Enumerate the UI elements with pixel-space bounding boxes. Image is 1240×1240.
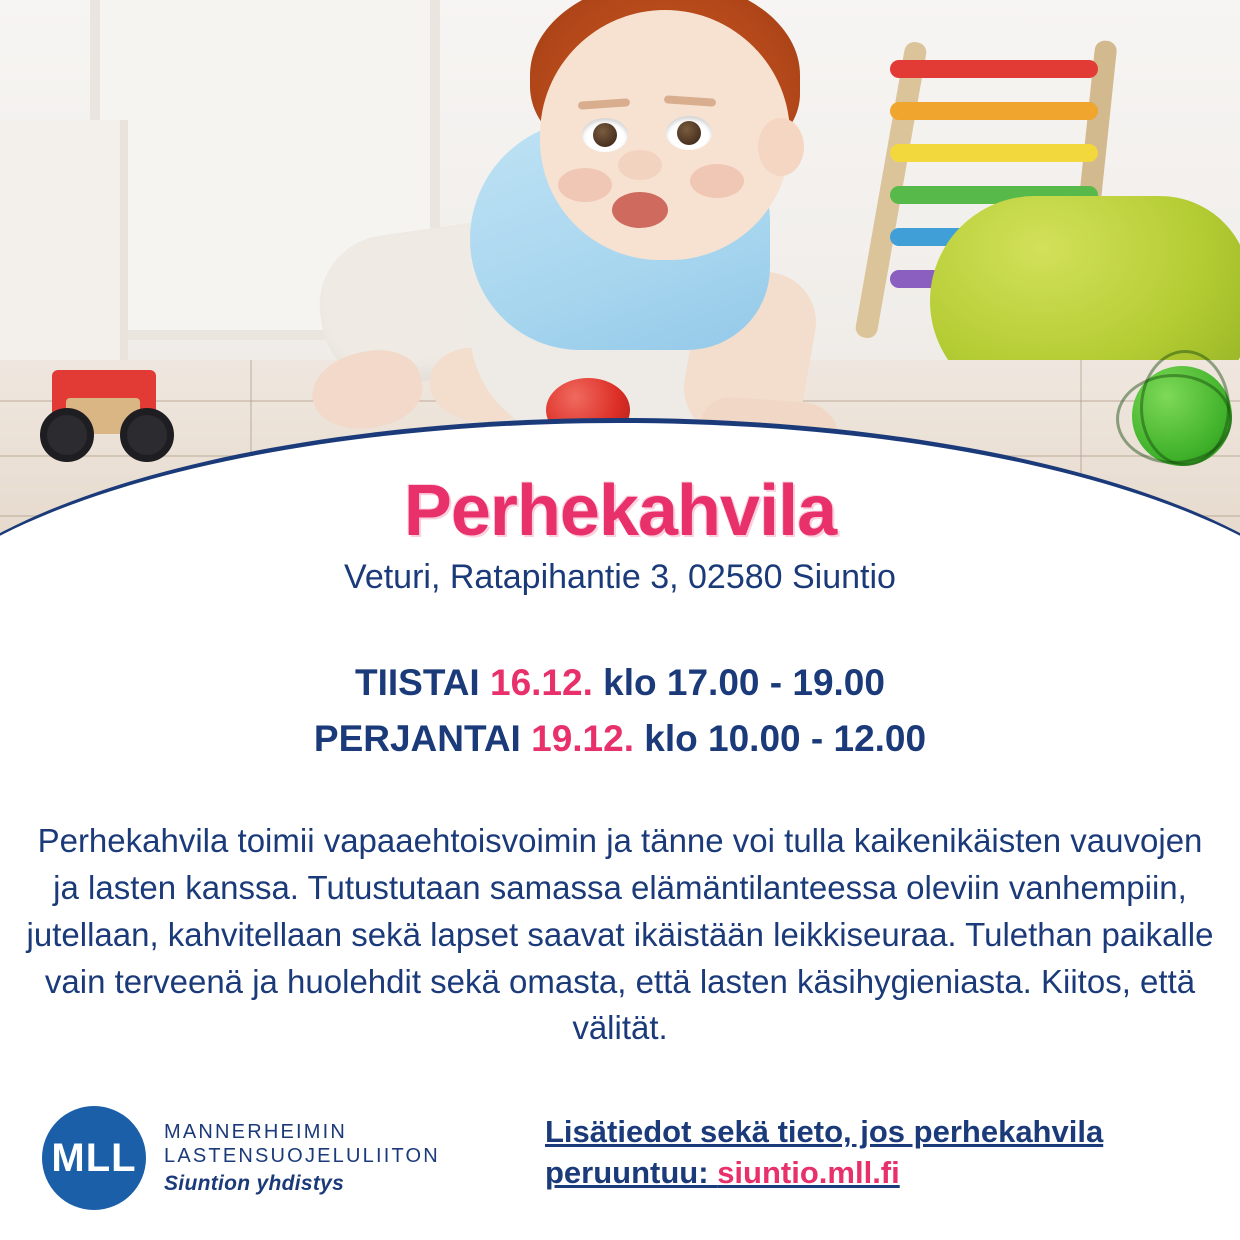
schedule-row (0, 711, 1240, 767)
schedule-day: TIISTAI (355, 662, 480, 703)
mll-logo-line3: Siuntion yhdistys (164, 1171, 345, 1195)
more-info-note (545, 1112, 1215, 1194)
website-link[interactable]: siuntio.mll.fi (717, 1154, 900, 1190)
schedule-date: 16.12. (490, 662, 593, 703)
location-text: Veturi, Ratapihantie 3, 02580 Siuntio (344, 558, 896, 596)
mll-logo (42, 1106, 440, 1210)
more-info-line1: Lisätiedot sekä tieto, jos perhekahvila (545, 1114, 1104, 1149)
more-info-line2: peruuntuu: (545, 1154, 718, 1190)
schedule-time: klo 10.00 - 12.00 (644, 717, 927, 759)
page-title: Perhekahvila (403, 471, 837, 551)
schedule-list (0, 655, 1240, 766)
schedule-time: klo 17.00 - 19.00 (603, 662, 885, 703)
mll-logo-line1: MANNERHEIMIN (164, 1120, 348, 1143)
schedule-date: 19.12. (531, 717, 634, 759)
mll-logo-line2: LASTENSUOJELULIITON (164, 1145, 440, 1168)
schedule-row (0, 655, 1240, 711)
mll-logo-mark: MLL (42, 1106, 146, 1210)
mll-logo-text (164, 1120, 440, 1196)
schedule-day: PERJANTAI (313, 717, 521, 759)
description-text: Perhekahvila toimii vapaaehtoisvoimin ja tänne voi tulla kaikenikäisten vauvojen ja lasten kanssa. Tutustutaan samassa elämäntilanteessa oleviin vanhempiin, jutellaan, kahvitellaan sekä lapset saavat ikäistään leikkiseuraa. Tulethan paikalle vain terveenä ja huolehdit sekä omasta, että lasten käsihygieniasta. Kiitos, että välität. (26, 822, 1214, 1047)
